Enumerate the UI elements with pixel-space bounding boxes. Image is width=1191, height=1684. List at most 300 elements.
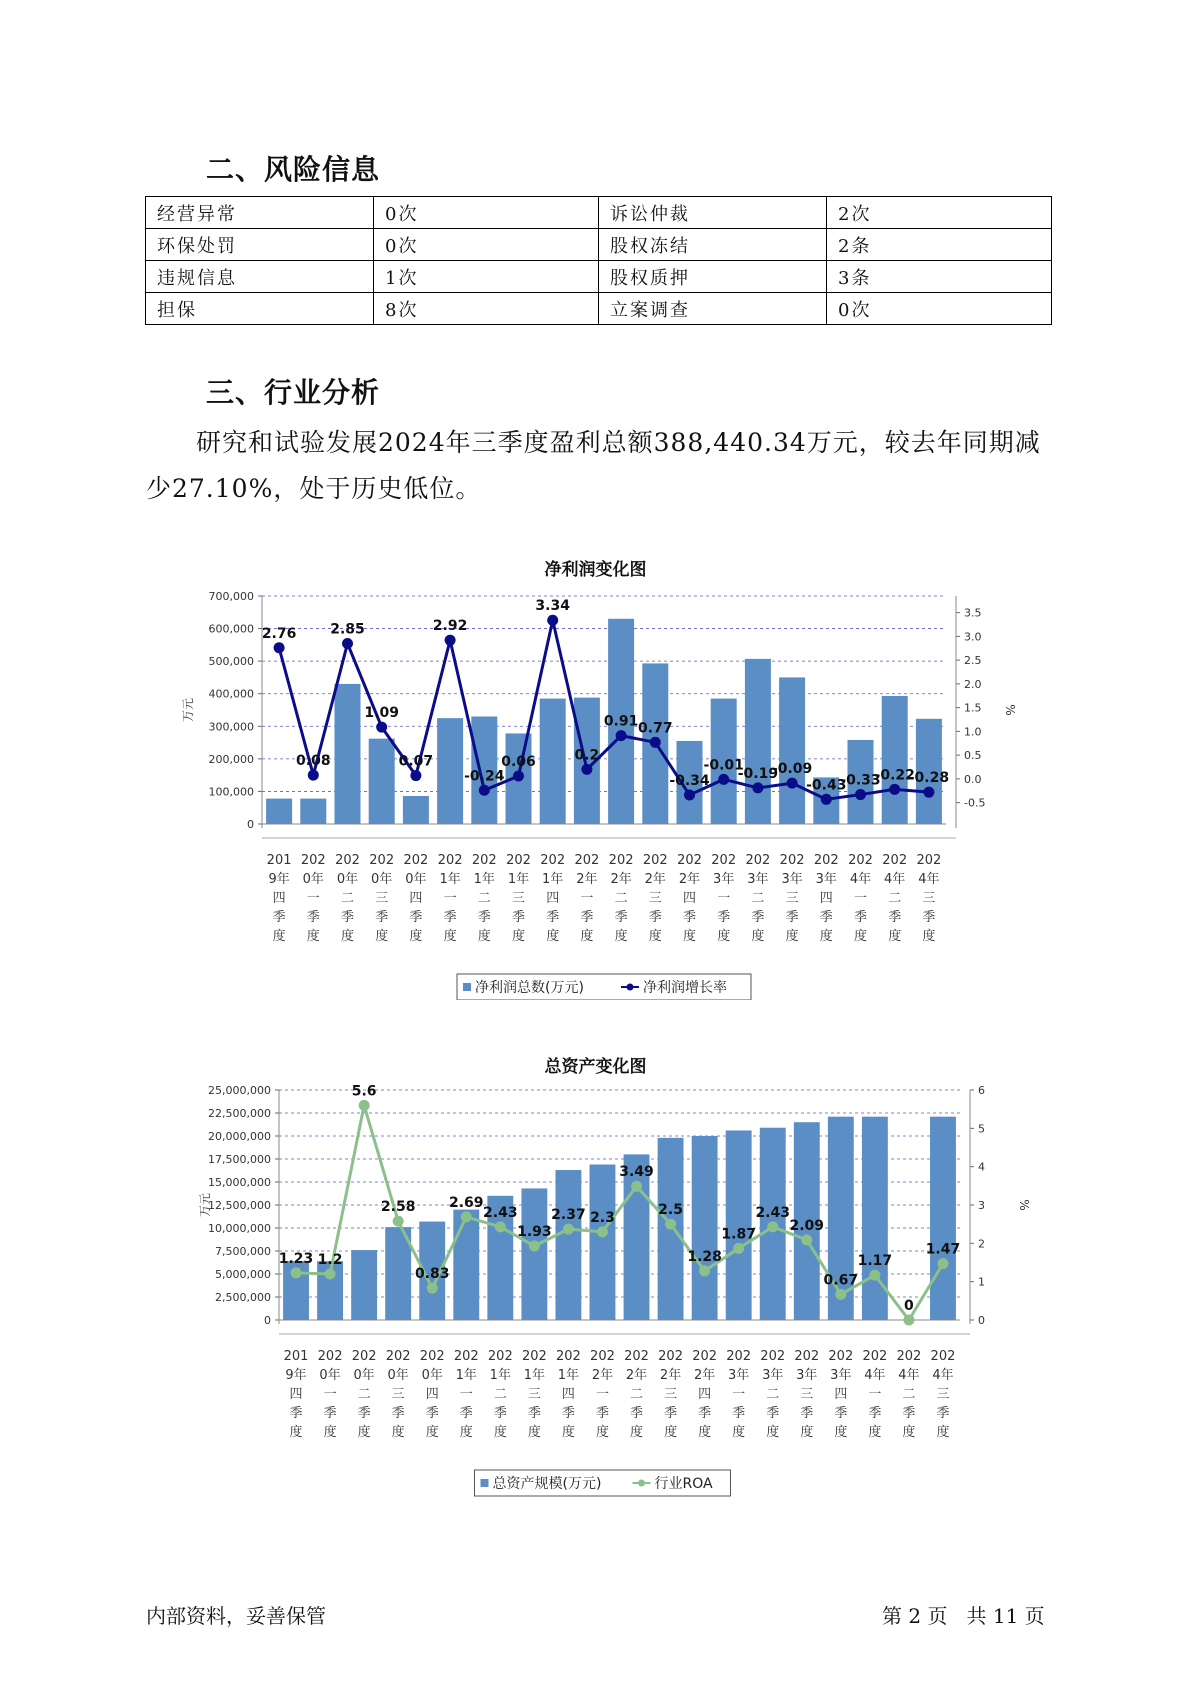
- x-tick-label: 202: [335, 853, 360, 868]
- x-tick-label: 3年: [796, 1368, 818, 1383]
- x-tick-label: 202: [745, 853, 771, 868]
- x-tick-label: 度: [477, 929, 491, 944]
- x-tick-label: 季: [936, 1406, 950, 1421]
- x-tick-label: 季: [340, 910, 355, 925]
- risk-table-row: [146, 293, 1052, 325]
- x-tick-label: 201: [266, 853, 292, 868]
- x-tick-label: 度: [409, 929, 423, 944]
- x-tick-label: 一: [443, 891, 457, 906]
- right-tick-label: 3.5: [964, 606, 982, 620]
- x-tick-label: 202: [813, 853, 839, 868]
- bar: [369, 739, 395, 824]
- x-tick-label: 度: [766, 1425, 780, 1440]
- x-tick-label: 2年: [678, 872, 701, 887]
- x-tick-label: 三: [936, 1387, 950, 1402]
- risk-table: [145, 196, 1052, 325]
- x-tick-label: 度: [819, 929, 833, 944]
- x-tick-label: 度: [511, 929, 526, 944]
- left-tick-label: 12,500,000: [208, 1199, 271, 1212]
- x-tick-label: 季: [732, 1406, 746, 1421]
- left-tick-label: 22,500,000: [208, 1107, 271, 1120]
- industry-paragraph: [146, 420, 1046, 512]
- x-tick-label: 1年: [439, 872, 461, 887]
- x-tick-label: 202: [506, 853, 531, 868]
- x-tick-label: 度: [717, 929, 731, 944]
- x-tick-label: 4年: [864, 1368, 886, 1383]
- left-tick-label: 700,000: [208, 590, 254, 603]
- risk-table-cell: 股权质押: [599, 261, 827, 293]
- x-tick-label: 202: [677, 853, 702, 868]
- x-tick-label: 度: [459, 1425, 473, 1440]
- data-label: 2.37: [551, 1207, 586, 1224]
- x-tick-label: 季: [306, 910, 320, 925]
- risk-table-cell: 0次: [374, 197, 599, 229]
- x-tick-label: 四: [682, 891, 697, 906]
- line-point: [665, 1219, 676, 1230]
- risk-table-cell: 2条: [827, 229, 1052, 261]
- x-tick-label: 三: [391, 1387, 405, 1402]
- bar: [726, 1130, 752, 1320]
- x-tick-label: 0年: [421, 1368, 443, 1383]
- line-point: [767, 1221, 778, 1232]
- left-tick-label: 100,000: [208, 785, 254, 799]
- x-tick-label: 度: [785, 929, 799, 944]
- line-point: [479, 785, 490, 796]
- x-tick-label: 202: [658, 1349, 683, 1364]
- x-tick-label: 季: [902, 1406, 916, 1421]
- x-tick-label: 202: [794, 1349, 820, 1364]
- data-label: 2.09: [789, 1217, 825, 1234]
- x-tick-label: 一: [732, 1387, 746, 1402]
- line-point: [513, 771, 524, 782]
- line-point: [937, 1258, 948, 1269]
- bar: [521, 1188, 547, 1320]
- x-tick-label: 三: [664, 1387, 678, 1402]
- x-tick-label: 季: [580, 910, 594, 925]
- x-tick-label: 度: [546, 929, 560, 944]
- x-tick-label: 度: [425, 1425, 439, 1440]
- x-tick-label: 202: [882, 853, 908, 868]
- bar: [540, 699, 566, 824]
- x-tick-label: 202: [317, 1349, 343, 1364]
- data-label: 2.92: [432, 618, 468, 635]
- x-tick-label: 202: [556, 1349, 581, 1364]
- line-point: [650, 737, 661, 748]
- x-tick-label: 1年: [557, 1368, 580, 1383]
- data-label: 0.83: [414, 1266, 450, 1283]
- x-tick-label: 三: [800, 1387, 814, 1402]
- right-tick-label: 2: [978, 1237, 985, 1251]
- x-tick-label: 202: [521, 1349, 547, 1364]
- x-tick-label: 2年: [693, 1368, 716, 1383]
- data-label: 0.06: [501, 754, 536, 771]
- x-tick-label: 度: [751, 929, 765, 944]
- line-point: [616, 730, 627, 741]
- bar: [882, 696, 908, 824]
- x-tick-label: 0年: [302, 872, 324, 887]
- line-point: [342, 638, 353, 649]
- x-tick-label: 二: [340, 891, 355, 906]
- bar: [300, 799, 326, 824]
- x-tick-label: 202: [385, 1349, 411, 1364]
- x-tick-label: 202: [930, 1349, 956, 1364]
- right-tick-label: 0: [978, 1314, 985, 1327]
- line-point: [495, 1221, 506, 1232]
- x-tick-label: 度: [648, 929, 662, 944]
- x-tick-label: 一: [868, 1387, 882, 1402]
- risk-table-cell: 8次: [374, 293, 599, 325]
- y-left-axis-title: 万元: [181, 697, 195, 723]
- x-tick-label: 季: [664, 1406, 678, 1421]
- data-label: 2.43: [483, 1204, 518, 1221]
- x-tick-label: 2年: [625, 1368, 648, 1383]
- footer-confidential: 内部资料，妥善保管: [146, 1604, 326, 1628]
- line-point: [752, 782, 763, 793]
- x-tick-label: 202: [726, 1349, 752, 1364]
- x-tick-label: 二: [357, 1387, 371, 1402]
- x-tick-label: 季: [682, 910, 697, 925]
- data-label: 1.47: [925, 1241, 961, 1258]
- line-point: [855, 789, 866, 800]
- x-tick-label: 度: [357, 1425, 371, 1440]
- risk-table-cell: 诉讼仲裁: [599, 197, 827, 229]
- x-tick-label: 1年: [523, 1368, 546, 1383]
- x-tick-label: 202: [608, 853, 634, 868]
- data-label: 0.91: [603, 713, 639, 730]
- x-tick-label: 季: [493, 1406, 507, 1421]
- x-tick-label: 3年: [815, 872, 837, 887]
- risk-table-cell: 1次: [374, 261, 599, 293]
- data-label: 3.34: [535, 598, 570, 615]
- x-tick-label: 202: [916, 853, 942, 868]
- x-tick-label: 三: [375, 891, 389, 906]
- x-tick-label: 一: [595, 1387, 609, 1402]
- data-label: 2.43: [755, 1204, 790, 1221]
- net-profit-chart: [0, 580, 1191, 1000]
- x-tick-label: 3年: [762, 1368, 784, 1383]
- x-tick-label: 9年: [268, 872, 290, 887]
- x-tick-label: 二: [630, 1387, 644, 1402]
- line-point: [684, 790, 695, 801]
- right-tick-label: 1.5: [964, 701, 982, 715]
- risk-table-cell: 股权冻结: [599, 229, 827, 261]
- line-point: [529, 1241, 540, 1252]
- x-tick-label: 3年: [728, 1368, 750, 1383]
- right-tick-label: 4: [978, 1160, 985, 1174]
- x-tick-label: 202: [779, 853, 805, 868]
- data-label: -0.01: [703, 757, 744, 774]
- x-tick-label: 季: [630, 1406, 644, 1421]
- data-label: 2.69: [449, 1194, 484, 1211]
- x-tick-label: 季: [391, 1406, 405, 1421]
- x-tick-label: 3年: [747, 872, 769, 887]
- left-tick-label: 0: [247, 818, 254, 831]
- x-tick-label: 一: [853, 891, 868, 906]
- x-tick-label: 1年: [473, 872, 495, 887]
- x-tick-label: 3年: [781, 872, 803, 887]
- x-tick-label: 度: [527, 1425, 541, 1440]
- x-tick-label: 202: [453, 1349, 479, 1364]
- data-label: 0: [904, 1298, 914, 1314]
- x-tick-label: 202: [574, 853, 600, 868]
- x-tick-label: 4年: [932, 1368, 954, 1383]
- line-point: [821, 794, 832, 805]
- left-tick-label: 5,000,000: [215, 1268, 271, 1281]
- line-point: [376, 722, 387, 733]
- data-label: -0.28: [908, 770, 950, 787]
- x-tick-label: 度: [595, 1425, 609, 1440]
- x-tick-label: 4年: [918, 872, 940, 887]
- x-tick-label: 季: [751, 910, 765, 925]
- x-tick-label: 度: [888, 929, 902, 944]
- x-tick-label: 度: [902, 1425, 916, 1440]
- line-point: [325, 1269, 336, 1280]
- data-label: 2.58: [380, 1199, 416, 1216]
- data-label: -0.33: [840, 772, 881, 789]
- x-tick-label: 四: [272, 891, 286, 906]
- x-tick-label: 度: [834, 1425, 848, 1440]
- x-tick-label: 二: [751, 891, 765, 906]
- data-label: -0.43: [806, 777, 847, 794]
- left-tick-label: 600,000: [208, 622, 254, 636]
- x-tick-label: 二: [614, 891, 628, 906]
- x-tick-label: 度: [664, 1425, 678, 1440]
- x-tick-label: 二: [766, 1387, 780, 1402]
- data-label: 1.17: [857, 1253, 893, 1270]
- line-point: [597, 1226, 608, 1237]
- x-tick-label: 度: [340, 929, 355, 944]
- x-tick-label: 三: [648, 891, 662, 906]
- x-tick-label: 季: [819, 910, 833, 925]
- data-label: 2.5: [658, 1202, 683, 1219]
- data-label: 0.77: [638, 720, 673, 737]
- data-label: 1.93: [517, 1224, 552, 1241]
- x-tick-label: 度: [272, 929, 286, 944]
- data-label: 0.08: [296, 753, 331, 770]
- x-tick-label: 0年: [371, 872, 393, 887]
- x-tick-label: 201: [283, 1349, 309, 1364]
- x-tick-label: 季: [561, 1406, 575, 1421]
- x-tick-label: 度: [561, 1425, 575, 1440]
- x-tick-label: 202: [419, 1349, 445, 1364]
- right-tick-label: -0.5: [964, 796, 986, 810]
- data-label: -0.09: [771, 761, 813, 778]
- line-point: [547, 615, 558, 626]
- x-tick-label: 202: [590, 1349, 615, 1364]
- left-tick-label: 0: [264, 1314, 271, 1327]
- data-label: 5.6: [351, 1083, 377, 1100]
- x-tick-label: 202: [828, 1349, 854, 1364]
- total-assets-chart: [0, 1077, 1191, 1497]
- legend-bar-label: 净利润总数(万元): [475, 980, 584, 996]
- data-label: 0.2: [574, 747, 600, 764]
- bar: [335, 684, 361, 824]
- x-tick-label: 0年: [387, 1368, 409, 1383]
- x-tick-label: 202: [369, 853, 395, 868]
- x-tick-label: 三: [785, 891, 799, 906]
- x-tick-label: 一: [323, 1387, 337, 1402]
- x-tick-label: 一: [717, 891, 731, 906]
- data-label: 2.3: [590, 1209, 615, 1226]
- left-tick-label: 10,000,000: [208, 1222, 271, 1235]
- x-tick-label: 202: [540, 853, 566, 868]
- data-label: -0.34: [669, 773, 710, 790]
- right-tick-label: 6: [978, 1084, 985, 1097]
- x-tick-label: 季: [272, 910, 286, 925]
- x-tick-label: 202: [862, 1349, 888, 1364]
- right-tick-label: 1: [978, 1275, 985, 1289]
- x-tick-label: 四: [289, 1387, 303, 1402]
- left-tick-label: 25,000,000: [208, 1084, 271, 1097]
- x-tick-label: 四: [561, 1387, 575, 1402]
- line-point: [801, 1234, 812, 1245]
- x-tick-label: 三: [527, 1387, 541, 1402]
- x-tick-label: 0年: [336, 872, 359, 887]
- legend-line-marker: [627, 984, 634, 991]
- risk-table-cell: 担保: [146, 293, 374, 325]
- bar: [745, 659, 771, 824]
- bar: [692, 1136, 718, 1320]
- line-point: [787, 778, 798, 789]
- x-tick-label: 202: [642, 853, 668, 868]
- risk-table-cell: 立案调查: [599, 293, 827, 325]
- x-tick-label: 度: [306, 929, 320, 944]
- x-tick-label: 季: [800, 1406, 814, 1421]
- x-tick-label: 1年: [542, 872, 564, 887]
- x-tick-label: 度: [289, 1425, 303, 1440]
- x-tick-label: 度: [391, 1425, 405, 1440]
- risk-table-cell: 违规信息: [146, 261, 374, 293]
- x-tick-label: 度: [868, 1425, 882, 1440]
- data-label: -0.24: [464, 768, 505, 785]
- x-tick-label: 季: [834, 1406, 848, 1421]
- x-tick-label: 一: [580, 891, 594, 906]
- left-tick-label: 400,000: [208, 687, 254, 701]
- data-label: -0.22: [874, 767, 915, 784]
- risk-table-row: [146, 197, 1052, 229]
- x-tick-label: 季: [868, 1406, 882, 1421]
- data-label: -0.19: [737, 765, 779, 782]
- bar: [437, 718, 463, 824]
- x-tick-label: 2年: [591, 1368, 614, 1383]
- line-point: [359, 1100, 370, 1111]
- x-tick-label: 202: [403, 853, 429, 868]
- x-tick-label: 季: [614, 910, 628, 925]
- x-tick-label: 3年: [830, 1368, 852, 1383]
- x-tick-label: 度: [630, 1425, 644, 1440]
- x-tick-label: 二: [902, 1387, 916, 1402]
- line-point: [869, 1270, 880, 1281]
- right-tick-label: 2.5: [964, 654, 982, 668]
- bar: [453, 1210, 479, 1320]
- x-tick-label: 202: [471, 853, 497, 868]
- risk-table-row: [146, 229, 1052, 261]
- x-tick-label: 季: [425, 1406, 439, 1421]
- x-tick-label: 度: [375, 929, 389, 944]
- footer-page-number: 第 2 页 共 11 页: [882, 1604, 1045, 1628]
- risk-table-cell: 3条: [827, 261, 1052, 293]
- x-tick-label: 一: [306, 891, 320, 906]
- x-tick-label: 季: [527, 1406, 541, 1421]
- x-tick-label: 四: [546, 891, 560, 906]
- right-tick-label: 3: [978, 1199, 985, 1212]
- x-tick-label: 度: [853, 929, 868, 944]
- x-tick-label: 度: [800, 1425, 814, 1440]
- x-tick-label: 季: [477, 910, 491, 925]
- y-left-axis-title: 万元: [198, 1192, 212, 1218]
- x-tick-label: 季: [922, 910, 936, 925]
- line-point: [308, 770, 319, 781]
- line-point: [274, 642, 285, 653]
- x-tick-label: 季: [511, 910, 526, 925]
- bar: [403, 796, 429, 824]
- data-label: 3.49: [619, 1164, 654, 1181]
- x-tick-label: 202: [351, 1349, 377, 1364]
- x-tick-label: 202: [711, 853, 737, 868]
- x-tick-label: 202: [848, 853, 873, 868]
- chart-title-net-profit: 净利润变化图: [544, 560, 647, 580]
- legend-bar-label: 总资产规模(万元): [492, 1476, 602, 1492]
- x-tick-label: 1年: [489, 1368, 511, 1383]
- x-tick-label: 季: [459, 1406, 473, 1421]
- x-tick-label: 季: [409, 910, 423, 925]
- x-tick-label: 2年: [659, 1368, 682, 1383]
- x-tick-label: 三: [511, 891, 526, 906]
- x-tick-label: 度: [580, 929, 594, 944]
- chart-title-total-assets: 总资产变化图: [544, 1057, 647, 1077]
- left-tick-label: 17,500,000: [208, 1153, 271, 1166]
- data-label: 1.23: [278, 1250, 314, 1267]
- left-tick-label: 20,000,000: [208, 1130, 271, 1143]
- x-tick-label: 二: [888, 891, 902, 906]
- x-tick-label: 202: [624, 1349, 649, 1364]
- section-title-industry: 三、行业分析: [206, 376, 381, 409]
- line-point: [291, 1267, 302, 1278]
- line-point: [903, 1315, 914, 1326]
- right-tick-label: 0.5: [964, 749, 982, 763]
- x-tick-label: 三: [922, 891, 936, 906]
- right-tick-label: 2.0: [964, 677, 982, 691]
- x-tick-label: 0年: [405, 872, 427, 887]
- line-point: [631, 1181, 642, 1192]
- line-point: [835, 1289, 846, 1300]
- x-tick-label: 季: [375, 910, 389, 925]
- line-point: [889, 784, 900, 795]
- x-tick-label: 二: [477, 891, 491, 906]
- risk-table-cell: 2次: [827, 197, 1052, 229]
- left-tick-label: 15,000,000: [208, 1176, 271, 1189]
- x-tick-label: 度: [443, 929, 457, 944]
- bar: [555, 1170, 581, 1320]
- x-tick-label: 一: [459, 1387, 473, 1402]
- risk-table-cell: 0次: [374, 229, 599, 261]
- bar: [351, 1250, 377, 1320]
- x-tick-label: 度: [323, 1425, 337, 1440]
- bar: [590, 1165, 616, 1320]
- x-tick-label: 四: [425, 1387, 439, 1402]
- y-right-axis-title: %: [1017, 1199, 1031, 1211]
- line-point: [923, 787, 934, 798]
- x-tick-label: 202: [760, 1349, 786, 1364]
- x-tick-label: 季: [766, 1406, 780, 1421]
- risk-table-cell: 经营异常: [146, 197, 374, 229]
- data-label: 1.2: [317, 1252, 343, 1268]
- x-tick-label: 202: [437, 853, 463, 868]
- x-tick-label: 季: [698, 1406, 712, 1421]
- x-tick-label: 9年: [285, 1368, 307, 1383]
- x-tick-label: 季: [357, 1406, 371, 1421]
- x-tick-label: 度: [936, 1425, 950, 1440]
